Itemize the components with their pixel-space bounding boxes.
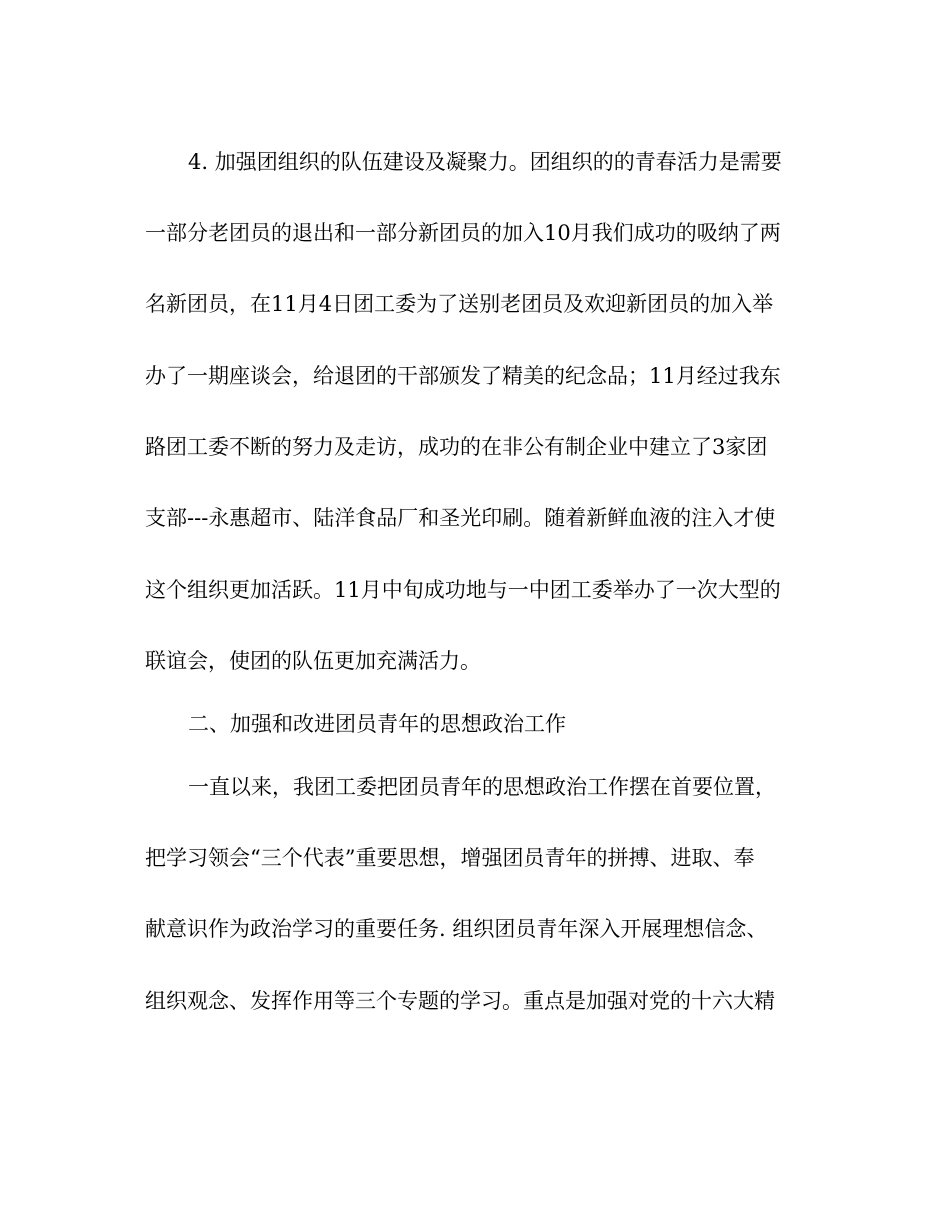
paragraph-line: 献意识作为政治学习的重要任务. 组织团员青年深入开展理想信念、 (145, 917, 768, 941)
paragraph-line: 4. 加强团组织的队伍建设及凝聚力。团组织的的青春活力是需要 (188, 150, 782, 174)
paragraph-line: 组织观念、发挥作用等三个专题的学习。重点是加强对党的十六大精 (145, 989, 775, 1013)
paragraph-line: 一部分老团员的退出和一部分新团员的加入10月我们成功的吸纳了两 (145, 221, 781, 245)
paragraph-line: 把学习领会“三个代表”重要思想，增强团员青年的拼搏、进取、奉 (145, 846, 755, 870)
paragraph-line: 名新团员，在11月4日团工委为了送别老团员及欢迎新团员的加入举 (145, 292, 774, 316)
paragraph-line: 这个组织更加活跃。11月中旬成功地与一中团工委举办了一次大型的 (145, 578, 781, 602)
paragraph-line: 路团工委不断的努力及走访，成功的在非公有制企业中建立了3家团 (145, 435, 768, 459)
paragraph-line: 一直以来，我团工委把团员青年的思想政治工作摆在首要位置， (188, 775, 776, 799)
paragraph-line: 办了一期座谈会，给退团的干部颁发了精美的纪念品；11月经过我东 (145, 364, 781, 388)
section-heading: 二、加强和改进团员青年的思想政治工作 (188, 712, 566, 736)
paragraph-line: 联谊会，使团的队伍更加充满活力。 (145, 649, 481, 673)
paragraph-line: 支部---永惠超市、陆洋食品厂和圣光印刷。随着新鲜血液的注入才使 (145, 506, 776, 530)
